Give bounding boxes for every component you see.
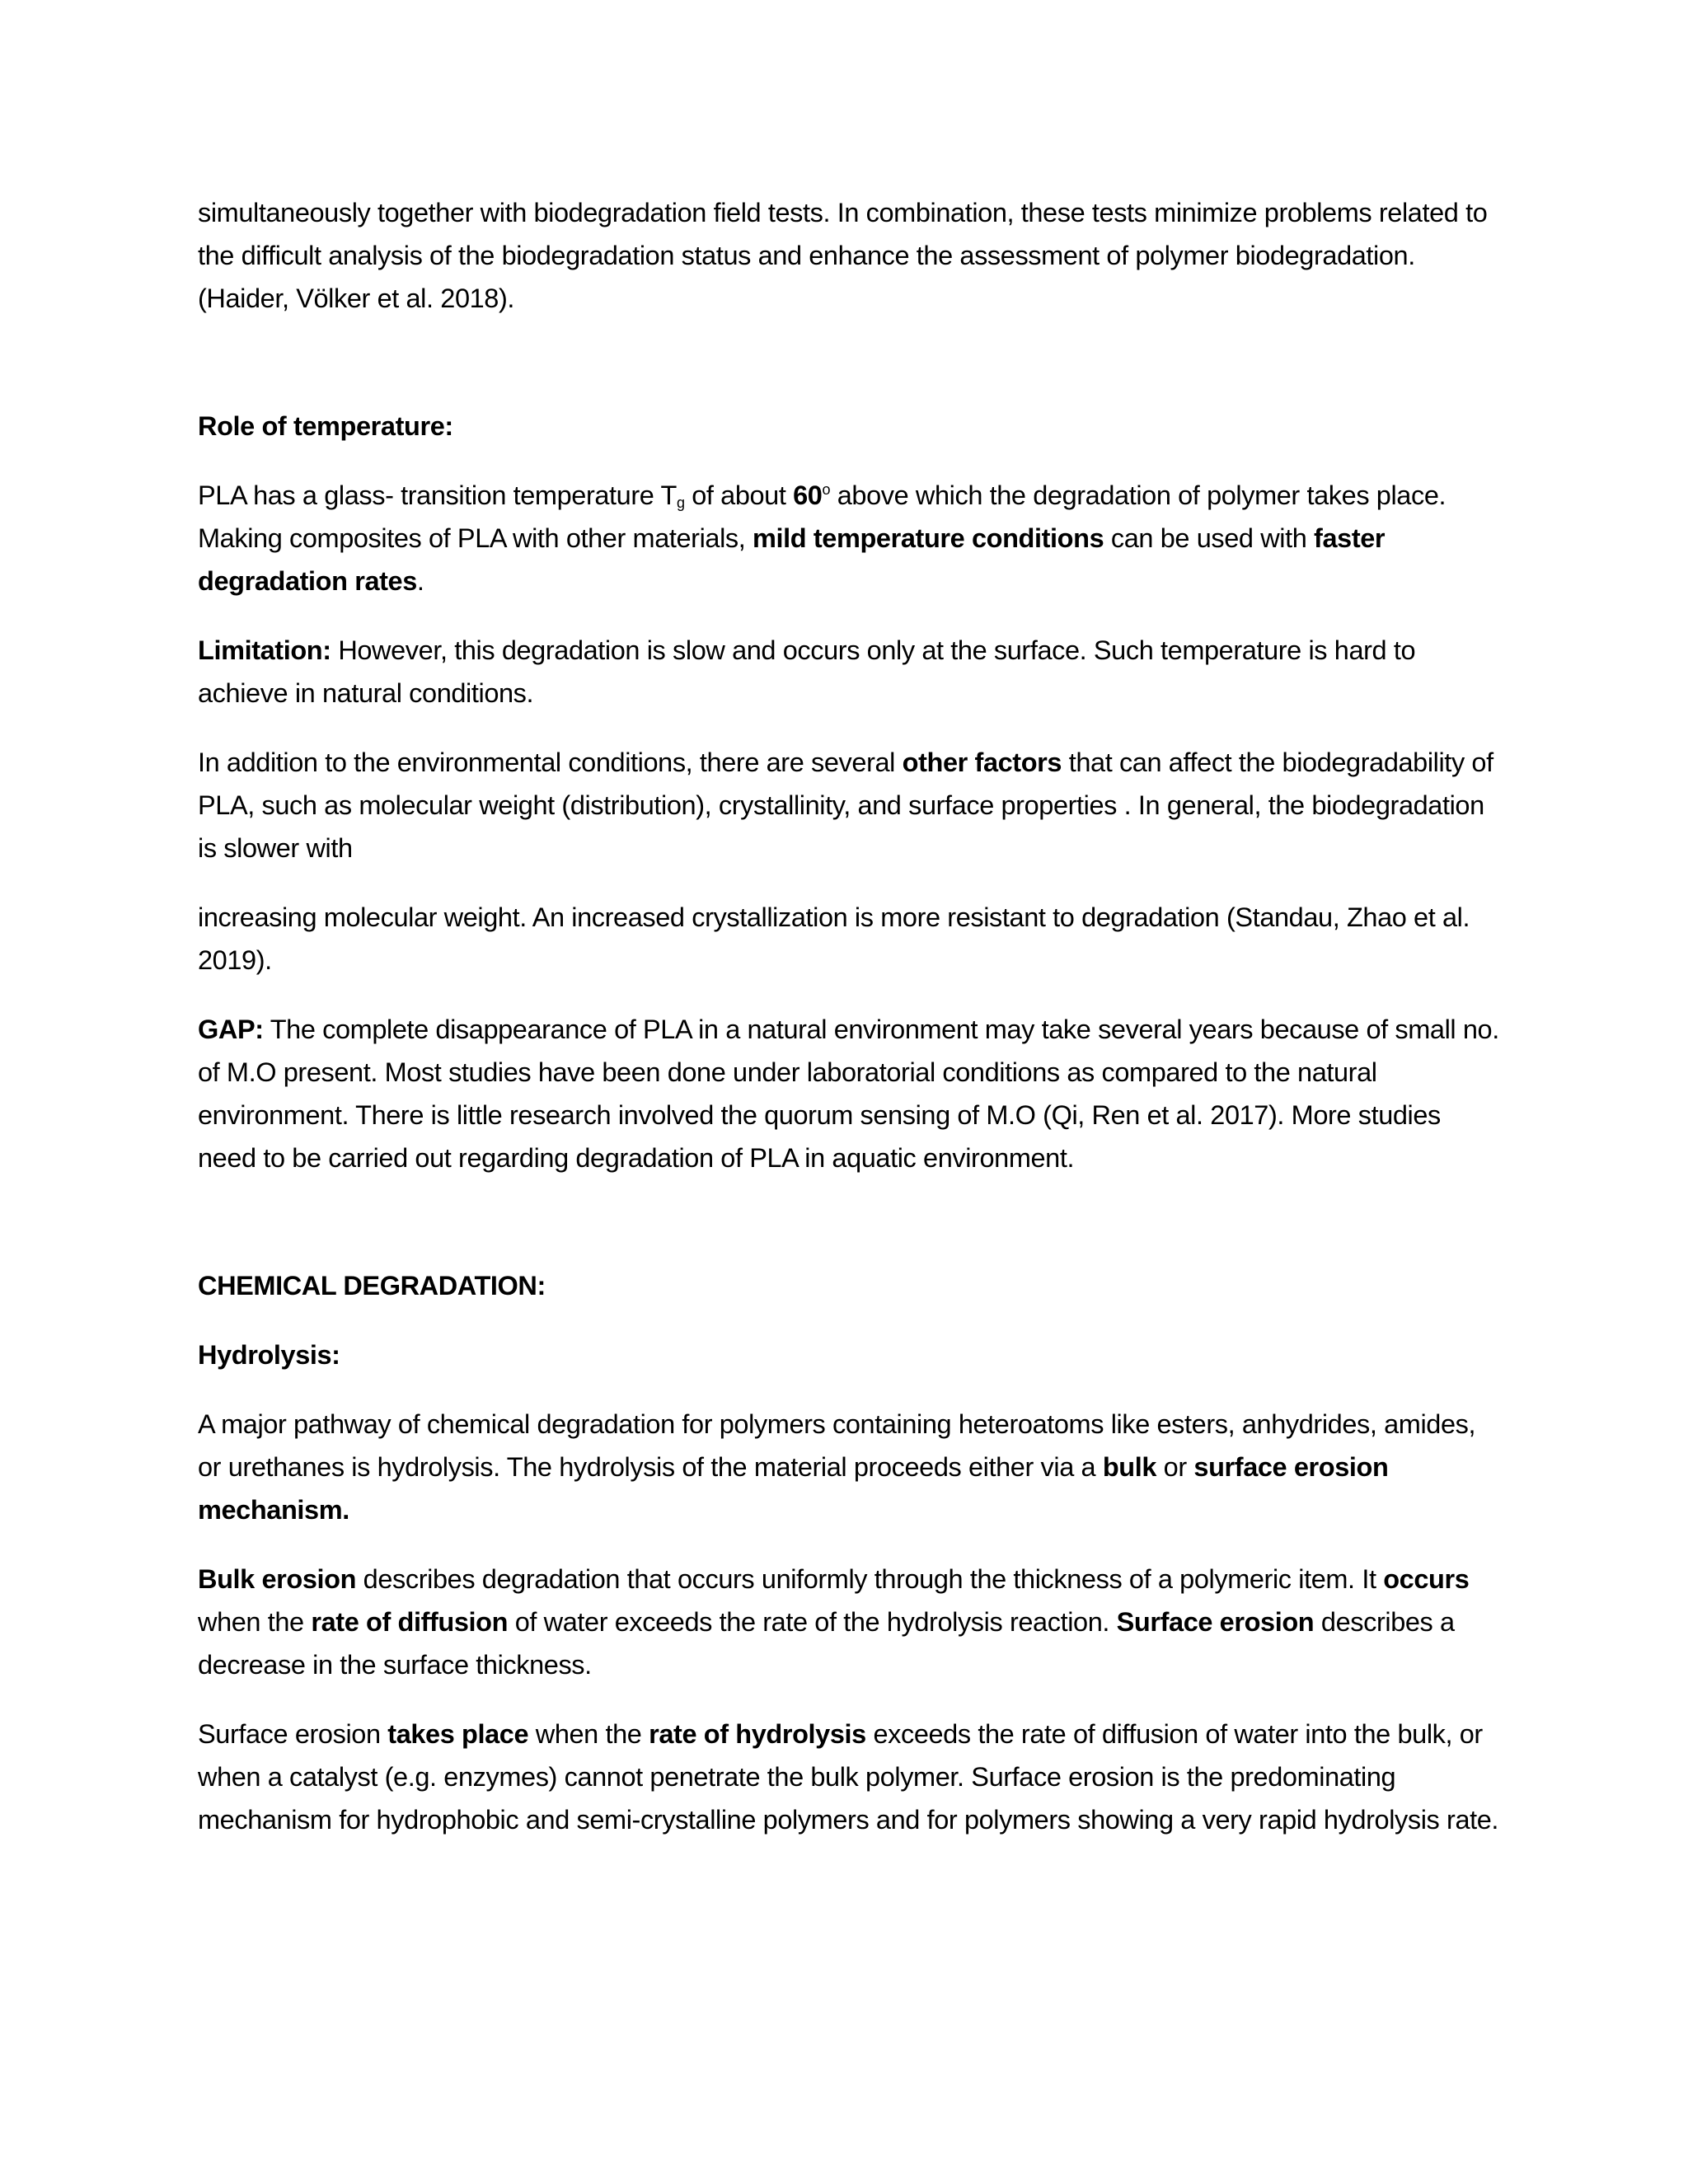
text-run: exceeds the rate of diffusion of water into the bulk, or when a catalyst (e.g. enzymes) cannot penetrate the bulk polymer. Surface erosion is the predominating mechanism for hydrophobic and semi-crystalline polymers and for polymers showing a very rapid hydrolysis rate. <box>198 1719 1499 1835</box>
superscript: o <box>822 481 831 498</box>
bold-run: takes place <box>387 1719 529 1749</box>
bold-run: occurs <box>1383 1564 1470 1594</box>
intro-paragraph: simultaneously together with biodegradation field tests. In combination, these tests minimize problems related to the difficult analysis of the biodegradation status and enhance the assessment of polymer biodegradation. (Haider, Völker et al. 2018). <box>198 198 1488 313</box>
bold-run: mild temperature conditions <box>753 523 1104 553</box>
text-run: describes a decrease in the surface thickness. <box>198 1607 1455 1680</box>
text-run: However, this degradation is slow and occurs only at the surface. Such temperature is hard to achieve in natural conditions. <box>198 635 1416 708</box>
bold-run: surface erosion mechanism. <box>198 1452 1389 1525</box>
text-run: of water exceeds the rate of the hydrolysis reaction. <box>508 1607 1117 1637</box>
text-run: when the <box>198 1607 312 1637</box>
hydrolysis-paragraph <box>198 1403 1500 1531</box>
limitation-label: Limitation: <box>198 635 331 665</box>
text-run: or <box>1156 1452 1194 1482</box>
crystallization-paragraph: increasing molecular weight. An increased crystallization is more resistant to degradation (Standau, Zhao et al. 2019). <box>198 902 1470 975</box>
text-run: that can affect the biodegradability of PLA, such as molecular weight (distribution), crystallinity, and surface properties . In general, the biodegradation is slower with <box>198 748 1493 863</box>
text-run: can be used with <box>1104 523 1315 553</box>
gap-paragraph <box>198 1008 1500 1179</box>
document-body <box>198 191 1500 1868</box>
text-run: In addition to the environmental conditions, there are several <box>198 748 903 777</box>
text-run: above which the degradation of polymer takes place. Making composites of PLA with other materials, <box>198 480 1447 553</box>
bulk-erosion-paragraph <box>198 1558 1500 1686</box>
bold-run: Surface erosion <box>1116 1607 1315 1637</box>
subscript: g <box>676 494 685 511</box>
bold-run: Bulk erosion <box>198 1564 357 1594</box>
chemical-degradation-heading: CHEMICAL DEGRADATION: <box>198 1271 546 1301</box>
text-run: The complete disappearance of PLA in a natural environment may take several years because of small no. of M.O present. Most studies have been done under laboratorial conditions as compared to the natural environment. There is little research involved the quorum sensing of M.O (Qi, Ren et al. 2017). More studies need to be carried out regarding degradation of PLA in aquatic environment. <box>198 1015 1499 1173</box>
limitation-paragraph <box>198 629 1500 715</box>
bold-run: 60 <box>793 480 823 510</box>
text-run: of about <box>684 480 794 510</box>
role-of-temperature-heading: Role of temperature: <box>198 411 453 441</box>
hydrolysis-heading: Hydrolysis: <box>198 1340 340 1370</box>
text-run: Surface erosion <box>198 1719 388 1749</box>
text-run: A major pathway of chemical degradation for polymers containing heteroatoms like esters, anhydrides, amides, or urethanes is hydrolysis. The hydrolysis of the material proceeds either via a <box>198 1409 1476 1482</box>
text-run: describes degradation that occurs uniformly through the thickness of a polymeric item. It <box>356 1564 1384 1594</box>
surface-erosion-paragraph <box>198 1713 1500 1841</box>
bold-run: bulk <box>1102 1452 1157 1482</box>
text-run: PLA has a glass- transition temperature T <box>198 480 677 510</box>
bold-run: rate of diffusion <box>311 1607 509 1637</box>
text-run: . <box>416 566 424 596</box>
gap-label: GAP: <box>198 1015 264 1044</box>
text-run: when the <box>528 1719 649 1749</box>
pla-glass-transition-paragraph <box>198 474 1500 602</box>
bold-run: faster degradation rates <box>198 523 1386 596</box>
bold-run: rate of hydrolysis <box>649 1719 866 1749</box>
bold-run: other factors <box>902 748 1062 777</box>
other-factors-paragraph <box>198 741 1500 869</box>
